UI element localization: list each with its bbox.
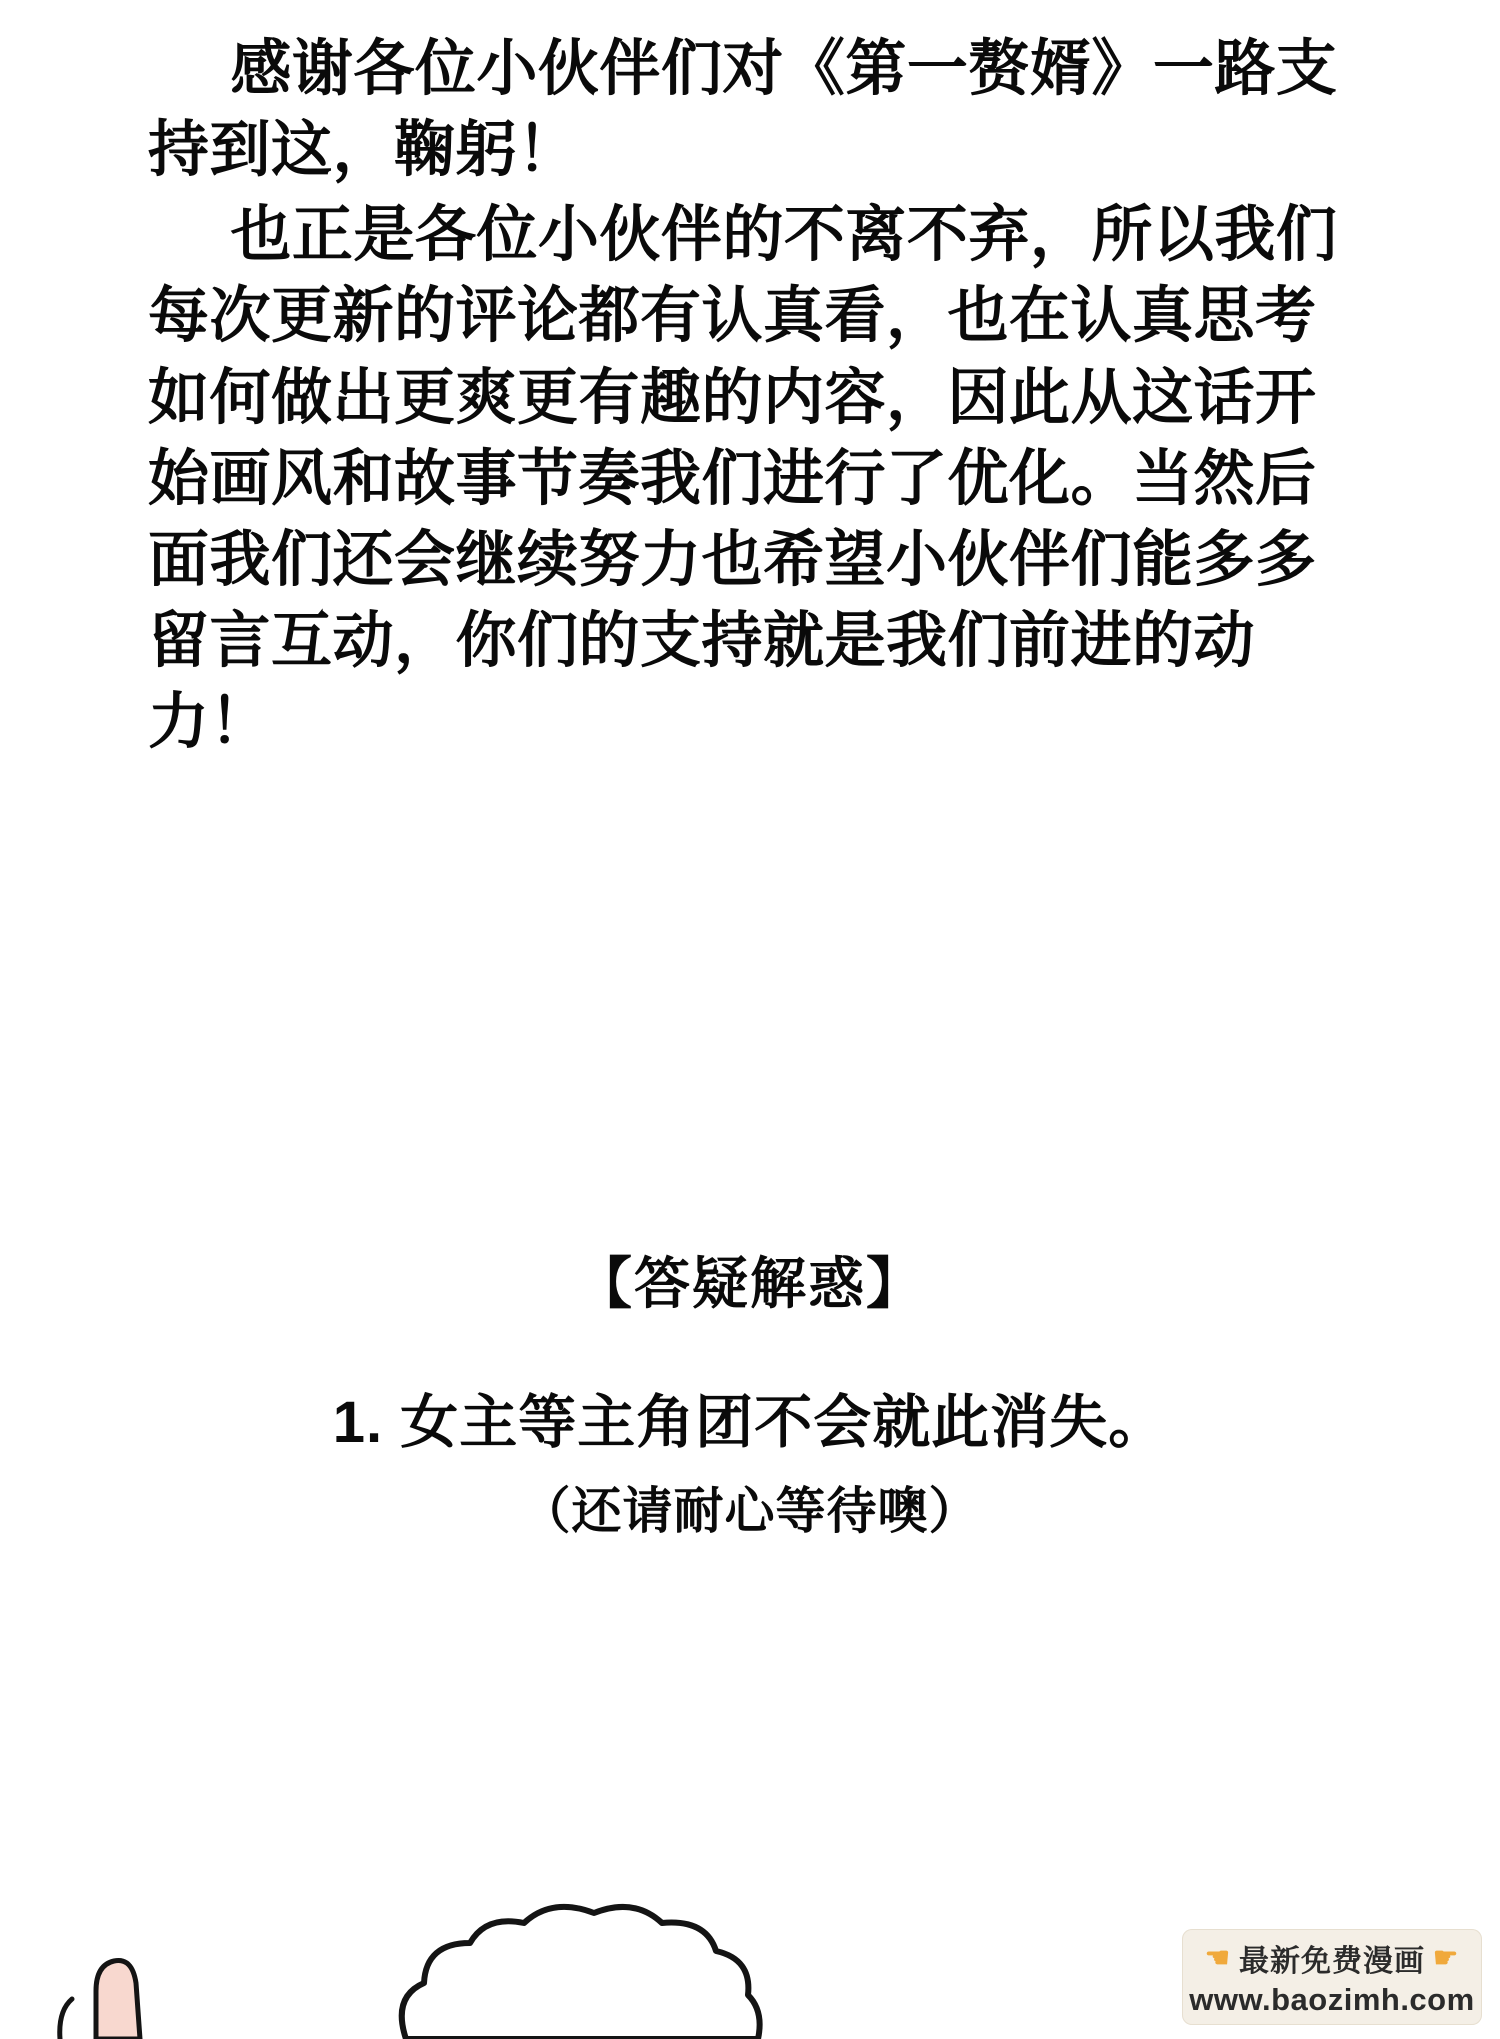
qa-list-item (0, 1375, 1500, 1543)
watermark-line1-row (1205, 1936, 1459, 1980)
qa-item-sub-text: （还请耐心等待噢） (520, 1483, 980, 1539)
watermark-badge (1182, 1929, 1482, 2025)
qa-list (0, 1375, 1500, 1543)
announcement-text (148, 28, 1358, 762)
qa-item-main-text: 1. 女主等主角团不会就此消失。 (332, 1390, 1168, 1455)
watermark-line1-text: 最新免费漫画 (1239, 1945, 1425, 1978)
watermark-line2-row (1189, 1982, 1474, 2018)
hand-pointing-left-icon: ☛ (1433, 1942, 1460, 1973)
speech-bubble-shape (402, 1907, 760, 2039)
qa-section-heading: 【答疑解惑】 (576, 1252, 924, 1315)
finger-shape (60, 1960, 140, 2039)
announcement-paragraph-2: 也正是各位小伙伴的不离不弃，所以我们每次更新的评论都有认真看，也在认真思考如何做出更爽更有趣的内容，因此从这话开始画风和故事节奏我们进行了优化。当然后面我们还会继续努力也希望小伙伴们能多多留言互动，你们的支持就是我们前进的动力！ (148, 200, 1338, 755)
hand-pointing-right-icon: ☚ (1204, 1942, 1231, 1973)
watermark-url-text: www.baozimh.com (1189, 1982, 1475, 2017)
announcement-paragraph-1: 感谢各位小伙伴们对《第一赘婿》一路支持到这，鞠躬！ (148, 34, 1338, 184)
